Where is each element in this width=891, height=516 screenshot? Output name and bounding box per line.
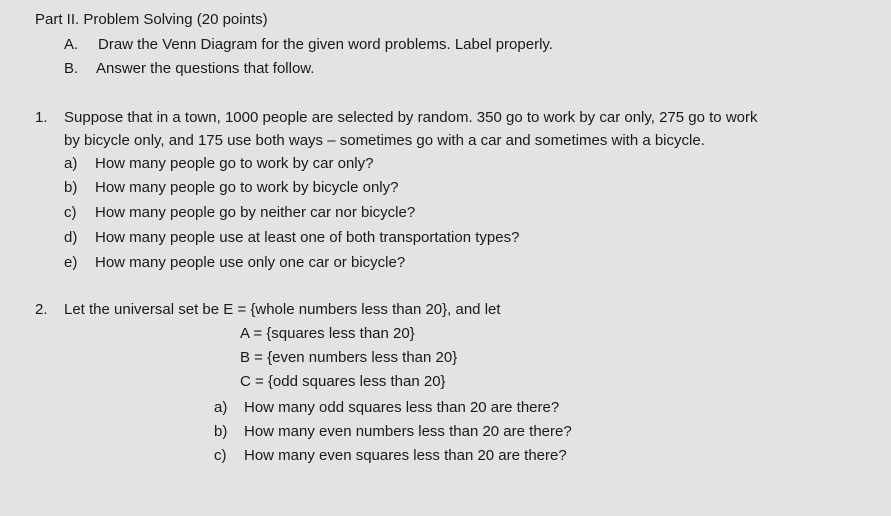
problem1-question-marker: d) [64, 229, 78, 246]
set-definition-b: B = {even numbers less than 20} [240, 349, 458, 366]
problem1-text-line1: Suppose that in a town, 1000 people are selected by random. 350 go to work by car only, 275 go to work [64, 109, 758, 126]
problem1-question-marker: a) [64, 155, 78, 172]
problem2-question-marker: c) [214, 447, 227, 464]
problem1-number: 1. [35, 109, 48, 126]
problem2-text: Let the universal set be E = {whole numbers less than 20}, and let [64, 301, 501, 318]
problem2-question-text: How many odd squares less than 20 are there? [244, 399, 560, 416]
problem1-question-text: How many people use at least one of both transportation types? [95, 229, 520, 246]
problem2-question-text: How many even numbers less than 20 are there? [244, 423, 572, 440]
set-definition-c: C = {odd squares less than 20} [240, 373, 446, 390]
problem2-question-marker: a) [214, 399, 228, 416]
problem1-question-text: How many people use only one car or bicycle? [95, 254, 406, 271]
problem2-question-text: How many even squares less than 20 are there? [244, 447, 567, 464]
instruction-text-a: Draw the Venn Diagram for the given word problems. Label properly. [98, 36, 553, 53]
problem1-question-text: How many people go to work by car only? [95, 155, 374, 172]
problem1-question-marker: b) [64, 179, 78, 196]
instruction-text-b: Answer the questions that follow. [96, 60, 315, 77]
problem1-question-text: How many people go by neither car nor bicycle? [95, 204, 416, 221]
problem1-question-marker: c) [64, 204, 77, 221]
problem2-number: 2. [35, 301, 48, 318]
instruction-marker-a: A. [64, 36, 79, 53]
problem1-question-text: How many people go to work by bicycle only? [95, 179, 399, 196]
section-heading: Part II. Problem Solving (20 points) [35, 11, 268, 28]
problem1-question-marker: e) [64, 254, 78, 271]
problem1-text-line2: by bicycle only, and 175 use both ways – sometimes go with a car and sometimes with a bicycle. [64, 132, 705, 149]
set-definition-a: A = {squares less than 20} [240, 325, 415, 342]
instruction-marker-b: B. [64, 60, 79, 77]
problem2-question-marker: b) [214, 423, 228, 440]
